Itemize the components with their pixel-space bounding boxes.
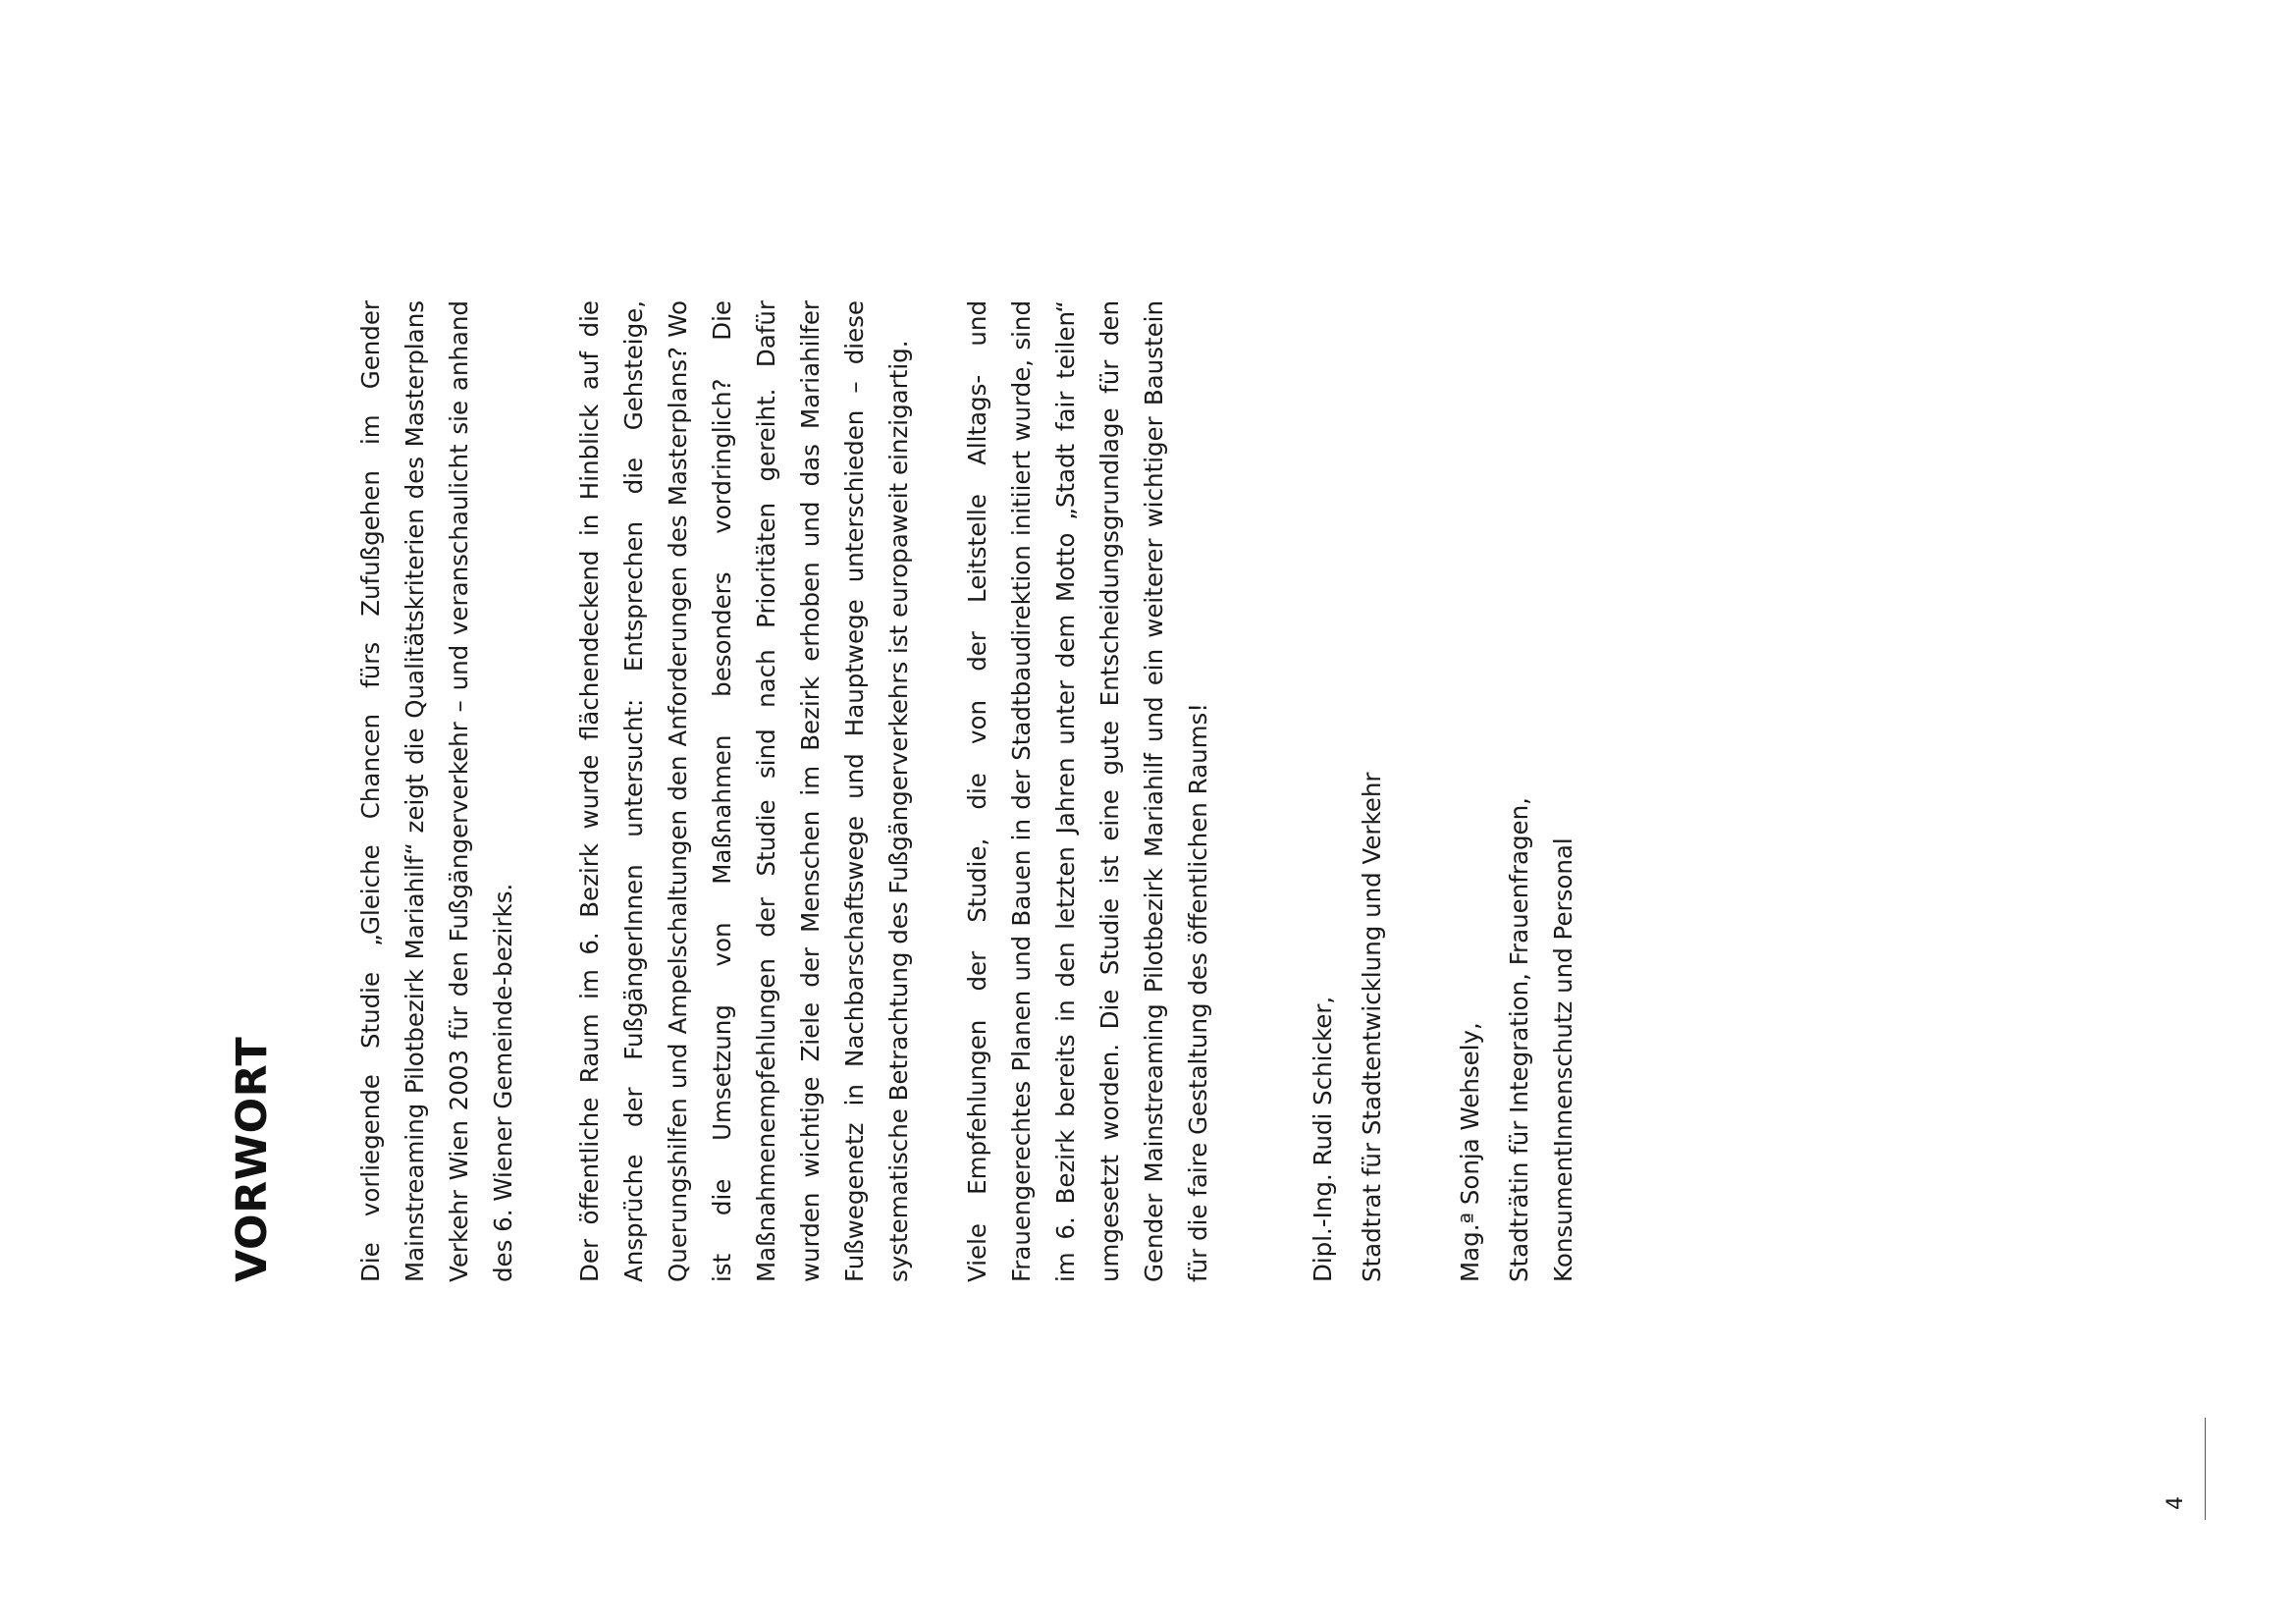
page-number-rule xyxy=(2205,1418,2206,1520)
signatory-1-name: Dipl.-Ing. Rudi Schicker, xyxy=(1308,996,1337,1282)
public-space-paragraph: Der öffentliche Raum im 6. Bezirk wurde flächendeckend in Hinblick auf die Ansprüche der FußgängerInnen untersucht: Entsprechen die Gehsteige, Querungshilfen und Ampelschaltungen den Anforderungen des Masterplans? Wo ist die Umsetzung von Maßnahmen besonders vordringlich? Die Maßnahmenempfehlungen der Studie sind nach Prioritäten gereiht. Dafür wurden wichtige Ziele der Menschen im Bezirk erhoben und das Mariahilfer Fußwegenetz in Nachbarschaftswege und Hauptwege unterschieden – diese systematische Betrachtung des Fußgängerverkehrs ist europaweit einzigartig. xyxy=(575,300,913,1282)
signatory-2-role-line-2: KonsumentInnenschutz und Personal xyxy=(1549,837,1577,1282)
recommendations-paragraph: Viele Empfehlungen der Studie, die von der Leitstelle Alltags- und Frauengerechtes Planen und Bauen in der Stadtbaudirektion initiiert wurde, sind im 6. Bezirk bereits in den letzten Jahren unter dem Motto „Stadt fair teilen“ umgesetzt worden. Die Studie ist eine gute Entscheidungsgrundlage für den Gender Mainstreaming Pilotbezirk Mariahilf und ein weiterer wichtiger Baustein für die faire Gestaltung des öffentlichen Raums! xyxy=(963,300,1212,1282)
page-heading: VORWORT xyxy=(228,1036,277,1282)
signatory-2-role-line-1: Stadträtin für Integration, Frauenfragen, xyxy=(1505,797,1533,1282)
intro-paragraph: Die vorliegende Studie „Gleiche Chancen fürs Zufußgehen im Gender Mainstreaming Pilotbezirk Mariahilf“ zeigt die Qualitätskriterien des Masterplans Verkehr Wien 2003 für den Fußgängerverkehr – und veranschaulicht sie anhand des 6. Wiener Gemeinde-bezirks. xyxy=(356,300,517,1282)
page-number: 4 xyxy=(2163,1496,2188,1510)
signatory-2-name: Mag.ª Sonja Wehsely, xyxy=(1456,1022,1484,1282)
signatory-1-role: Stadtrat für Stadtentwicklung und Verkehr xyxy=(1358,772,1386,1282)
